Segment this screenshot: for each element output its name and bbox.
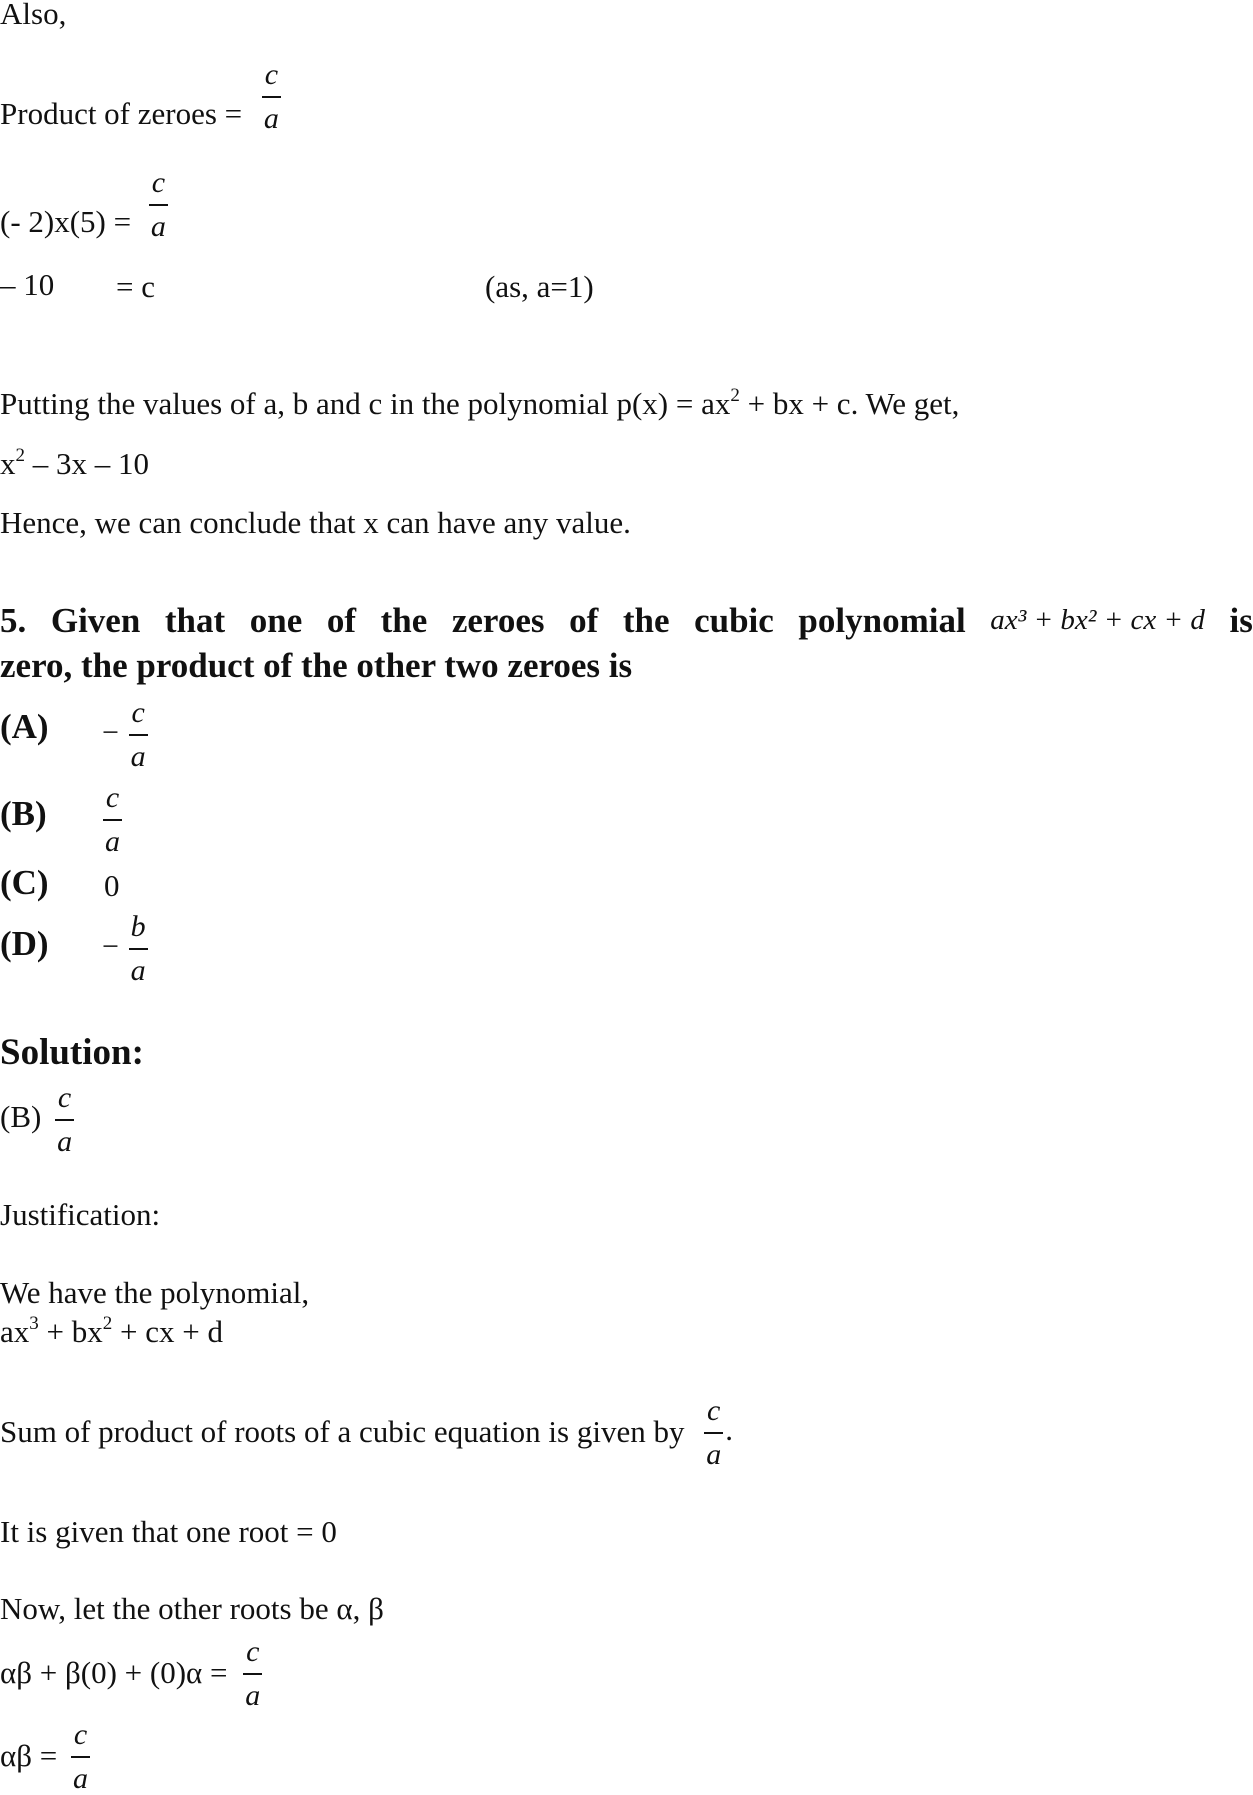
- fraction: [127, 912, 150, 986]
- question-line-1: [0, 598, 1253, 643]
- option-c-label: (C): [0, 863, 49, 902]
- question-word: is: [1229, 601, 1253, 640]
- numerator: c: [707, 1394, 721, 1427]
- question-word: the: [380, 601, 428, 640]
- product-of-zeroes-line: [0, 60, 283, 134]
- step2-left: – 10: [0, 267, 55, 302]
- equation-2: [0, 1720, 92, 1794]
- numerator: b: [130, 910, 146, 943]
- numerator: c: [246, 1635, 260, 1668]
- option-b-label: (B): [0, 794, 47, 833]
- step2-note: (as, a=1): [485, 269, 594, 304]
- question-word: of: [569, 601, 599, 640]
- numerator: c: [57, 1081, 72, 1114]
- poly-bx: + bx: [38, 1314, 103, 1349]
- resulting-polynomial: [0, 445, 149, 481]
- also-text: Also,: [0, 0, 67, 31]
- minus-sign: −: [102, 716, 119, 750]
- sum-text: Sum of product of roots of a cubic equation is given by: [0, 1414, 685, 1450]
- denominator: a: [150, 210, 166, 243]
- option-b-value: [101, 783, 124, 857]
- fraction: [127, 698, 150, 772]
- poly-b: – 3x – 10: [25, 446, 149, 481]
- putting-values-text: [0, 385, 960, 421]
- poly-a: x: [0, 446, 16, 481]
- poly-rest: + cx + d: [112, 1314, 223, 1349]
- given-root-text: It is given that one root = 0: [0, 1514, 337, 1549]
- answer-line: [0, 1083, 76, 1157]
- equation-1: [0, 1637, 264, 1711]
- let-roots-text: Now, let the other roots be α, β: [0, 1591, 384, 1626]
- putting-text-b: + bx + c. We get,: [739, 386, 960, 421]
- denominator: a: [73, 1762, 88, 1795]
- fraction-c-over-a: [147, 168, 170, 242]
- eq1-left: αβ + β(0) + (0)α =: [0, 1655, 228, 1691]
- question-word: Given: [50, 601, 141, 640]
- question-word: cubic: [694, 601, 774, 640]
- option-d-label: (D): [0, 924, 49, 963]
- question-word: of: [326, 601, 357, 640]
- question-5: [0, 598, 1253, 688]
- question-word: the: [622, 601, 670, 640]
- question-word: 5.: [0, 601, 27, 640]
- period: .: [725, 1412, 733, 1448]
- option-c-value: 0: [104, 868, 120, 903]
- denominator: a: [105, 825, 120, 858]
- solution-heading: Solution:: [0, 1032, 144, 1073]
- sum-of-product-line: [0, 1396, 733, 1470]
- denominator: a: [245, 1679, 261, 1712]
- numerator: c: [131, 696, 145, 729]
- superscript: 2: [15, 445, 25, 466]
- option-a-value: [102, 698, 150, 772]
- conclusion-text: Hence, we can conclude that x can have any value.: [0, 505, 631, 540]
- fraction: [241, 1637, 264, 1711]
- numerator: c: [105, 781, 120, 814]
- numerator: c: [264, 58, 279, 91]
- question-word: one: [249, 601, 303, 640]
- denominator: a: [130, 740, 146, 773]
- fraction: [69, 1720, 92, 1794]
- superscript: 2: [102, 1313, 113, 1334]
- option-d-value: [102, 912, 150, 986]
- answer-label: (B): [0, 1099, 42, 1135]
- question-word: polynomial: [798, 601, 966, 640]
- superscript: 2: [730, 385, 740, 406]
- cubic-polynomial-expr: ax³ + bx² + cx + d: [990, 604, 1205, 636]
- poly-ax: ax: [0, 1314, 30, 1349]
- denominator: a: [130, 954, 146, 987]
- minus-sign: −: [102, 930, 119, 964]
- fraction: [702, 1396, 725, 1470]
- numerator: c: [73, 1718, 88, 1751]
- step1-left: (- 2)x(5) =: [0, 204, 132, 240]
- product-label: Product of zeroes =: [0, 96, 243, 132]
- cubic-polynomial: [0, 1313, 223, 1349]
- option-a-label: (A): [0, 707, 49, 746]
- denominator: a: [57, 1125, 73, 1158]
- putting-text-a: Putting the values of a, b and c in the polynomial p(x) = ax: [0, 386, 731, 421]
- fraction: [53, 1083, 76, 1157]
- numerator: c: [151, 166, 166, 199]
- fraction: [101, 783, 124, 857]
- step1-line: [0, 168, 170, 242]
- question-word: that: [164, 601, 226, 640]
- have-polynomial-text: We have the polynomial,: [0, 1275, 310, 1310]
- step2-mid: = c: [116, 269, 155, 304]
- justification-heading: Justification:: [0, 1197, 161, 1232]
- superscript: 3: [29, 1313, 39, 1334]
- denominator: a: [263, 102, 279, 135]
- question-line-2: zero, the product of the other two zeroes is: [0, 646, 633, 685]
- eq2-left: αβ =: [0, 1738, 58, 1774]
- question-word: zeroes: [451, 601, 545, 640]
- fraction-c-over-a: [260, 60, 283, 134]
- denominator: a: [706, 1438, 722, 1471]
